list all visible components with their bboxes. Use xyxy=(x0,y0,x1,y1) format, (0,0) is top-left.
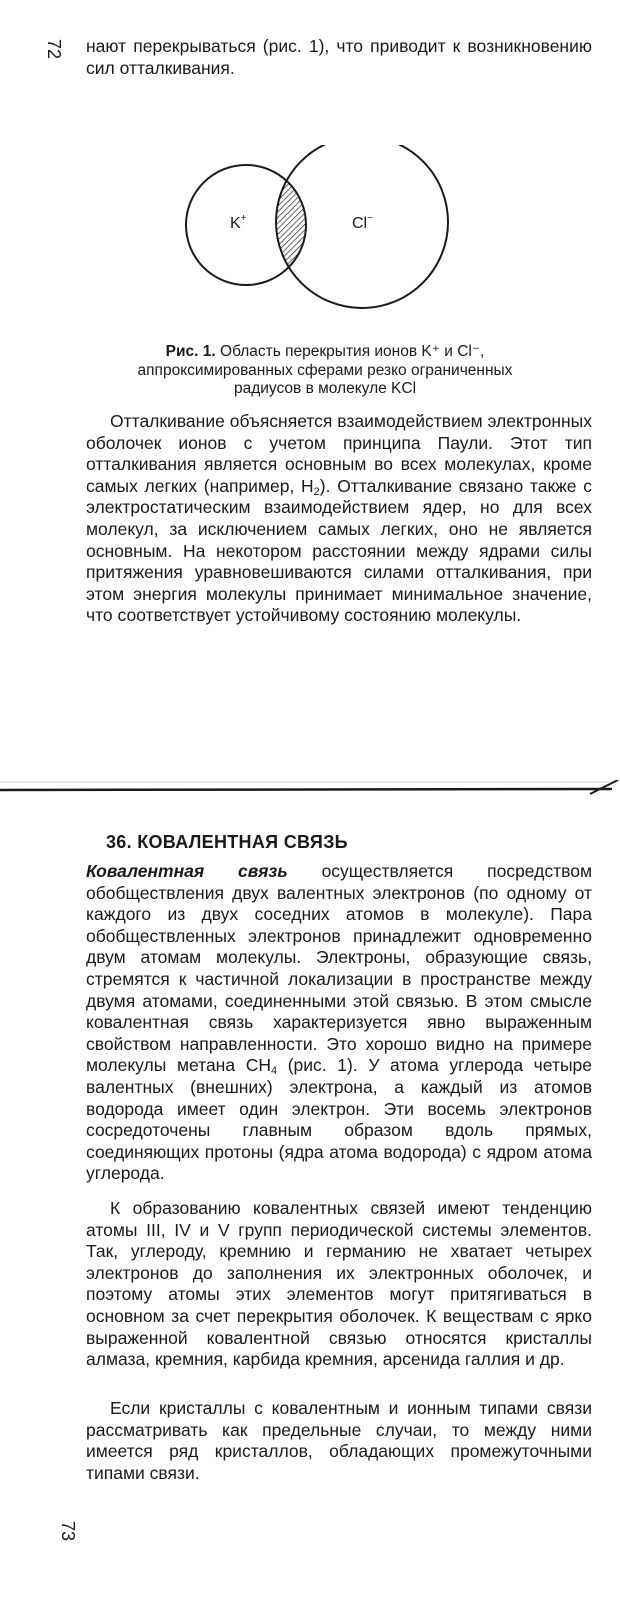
paragraph-covalent-part1: осуществляется посредством обобществления двух валентных электронов (по одному от каждого из двух соседних атомов в молекуле). Пара обобществленных электронов принадлежит одновременно двум атомам молекулы. Электроны, образующие связь, стремятся к частичной локализации в пространстве между двумя атомами, соединенными этой связью. В этом смысле ковалентная связь характеризуется явно выраженным свойством направленности. Это хорошо видно на примере молекулы метана CH xyxy=(86,861,592,1076)
paragraph-intermediate-text: Если кристаллы с ковалентным и ионным типами связи рассматривать как предельные случаи, то между ними имеется ряд кристаллов, обладающих промежуточными типами связи. xyxy=(86,1398,592,1483)
h2-subscript: 2 xyxy=(313,485,320,498)
cl-ion-label: Cl− xyxy=(352,213,373,232)
k-ion-label: K+ xyxy=(230,213,247,232)
section-heading: 36. КОВАЛЕНТНАЯ СВЯЗЬ xyxy=(106,832,348,852)
paragraph-covalent-groups xyxy=(86,1198,592,1371)
continuation-paragraph: нают перекрываться (рис. 1), что приводит к возникновению сил отталкивания. xyxy=(86,36,592,78)
paragraph-intermediate xyxy=(86,1398,592,1484)
paragraph-repulsion-part2: ). Отталкивание связано также с электростатическим взаимодействием ядер, но для всех молекул, за исключением самых легких, оно не является основным. На некотором расстоянии между ядрами силы притяжения уравновешиваются силами отталкивания, при этом энергия молекулы принимает минимальное значение, что соответствует устойчивому состоянию молекулы. xyxy=(86,475,592,626)
ion-overlap-figure xyxy=(180,145,480,330)
page-number-bottom: 73 xyxy=(58,1520,79,1542)
term-covalent-bond: Ковалентная связь xyxy=(86,861,288,881)
paragraph-repulsion-part1: Отталкивание объясняется взаимодействием электронных оболочек ионов с учетом принципа Паули. Этот тип отталкивания является основным во всех молекулах, кроме самых легких (например, H xyxy=(86,411,592,496)
caption-text: Область перекрытия ионов K⁺ и Cl⁻, аппроксимированных сферами резко ограниченных радиусов в молекуле KCl xyxy=(137,343,513,397)
caption-lead: Рис. 1. xyxy=(165,343,216,360)
page-divider xyxy=(0,780,620,796)
paragraph-covalent-part2: (рис. 1). У атома углерода четыре валентных (внешних) электрона, а каждый из атомов водорода имеет один электрон. Эти восемь электронов сосредоточены главным образом вдоль прямых, соединяющих протоны (ядра атома водорода) с ядром атома углерода. xyxy=(86,1055,593,1184)
paragraph-covalent-definition xyxy=(86,861,592,1185)
paragraph-covalent-groups-text: К образованию ковалентных связей имеют тенденцию атомы III, IV и V групп периодической системы элементов. Так, углероду, кремнию и германию не хватает четырех электронов до заполнения их электронных оболочек, и поэтому атомы этих элементов могут притягиваться в основном за счет перекрытия оболочек. К веществам с ярко выраженной ковалентной связью относятся кристаллы алмаза, кремния, карбида кремния, арсенида галлия и др. xyxy=(86,1198,592,1370)
paragraph-repulsion xyxy=(86,411,592,627)
ch4-subscript: 4 xyxy=(270,1065,278,1078)
page-number-top: 72 xyxy=(44,38,65,60)
figure-caption xyxy=(110,343,540,399)
